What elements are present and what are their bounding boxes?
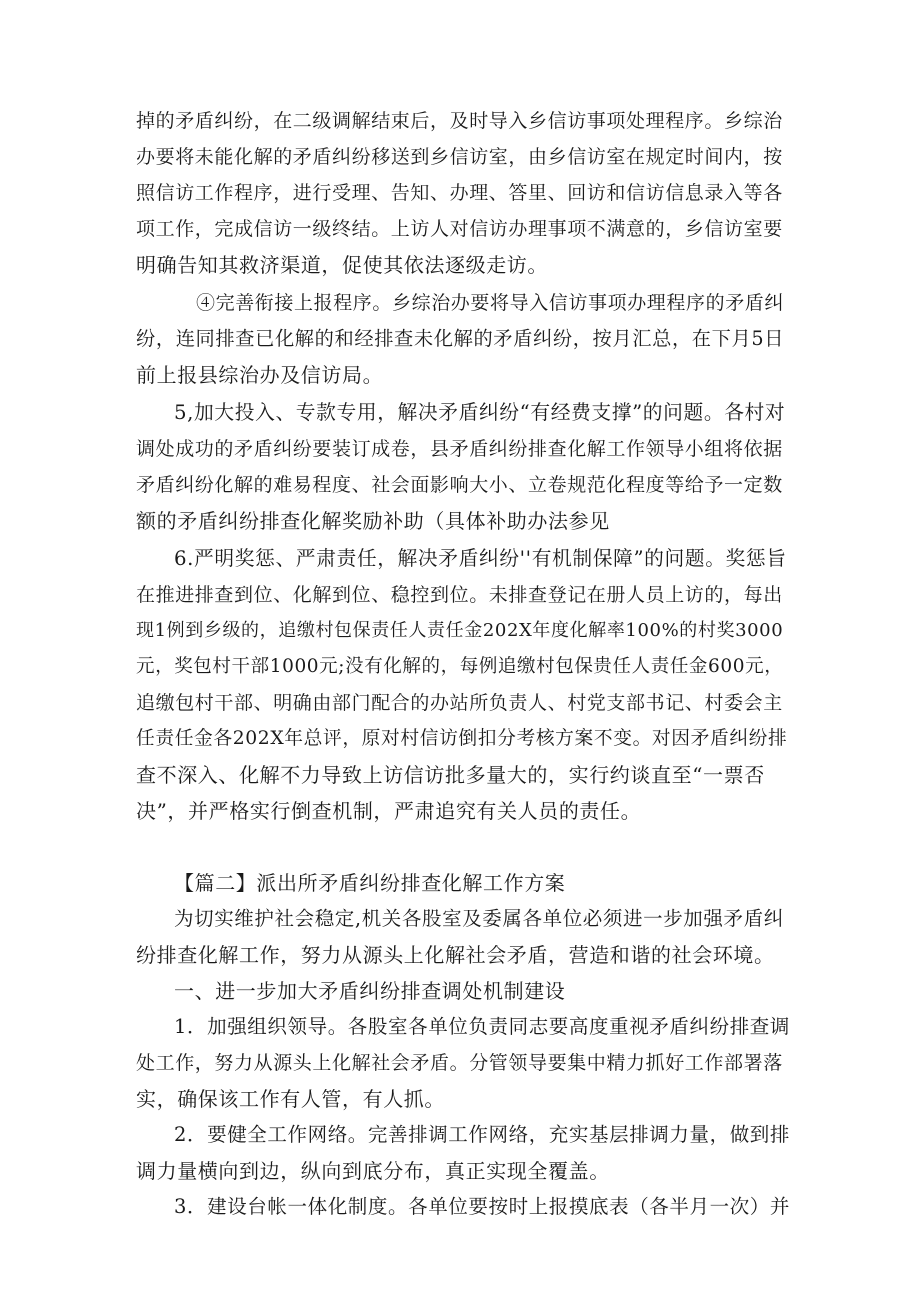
text-line: 实，确保该工作有人管，有人抓。 — [136, 1087, 445, 1111]
text-line: 1．加强组织领导。各股室各单位负责同志要高度重视矛盾纠纷排查调 — [174, 1015, 791, 1038]
text-line: 照信访工作程序，进行受理、告知、办理、答里、回访和信访信息录入等各 — [136, 182, 783, 204]
text-line: 前上报县综治办及信访局。 — [136, 363, 384, 387]
text-line: 纷，连同排查已化解的和经排查未化解的矛盾纠纷，按月汇总，在下月5日 — [136, 327, 785, 350]
text-line: 处工作，努力从源头上化解社会矛盾。分管领导要集中精力抓好工作部署落 — [136, 1052, 783, 1074]
text-line: 在推进排查到位、化解到位、稳控到位。未排查登记在册人员上访的，每出 — [136, 584, 783, 606]
text-line: 调力量横向到边，纵向到底分布，真正实现全覆盖。 — [136, 1159, 610, 1183]
text-line: 6.严明奖惩、严肃责任，解决矛盾纠纷''有机制保障”的问题。奖惩旨 — [174, 547, 787, 570]
text-line: 为切实维护社会稳定,机关各股室及委属各单位必须进一步加强矛盾纠 — [174, 907, 784, 930]
text-line: 元，奖包村干部1000元;没有化解的，每例追缴村包保贵任人责任金600元， — [136, 656, 784, 677]
text-line: ④完善衔接上报程序。乡综治办要将导入信访事项办理程序的矛盾纠 — [196, 292, 785, 314]
section-heading: 【篇二】派出所矛盾纠纷排查化解工作方案 — [174, 871, 566, 895]
text-line: 调处成功的矛盾纠纷要装订成卷，县矛盾纠纷排查化解工作领导小组将依据 — [136, 438, 783, 460]
text-line: 明确告知其救济渠道，促使其依法逐级走访。 — [136, 253, 548, 277]
text-line: 现1例到乡级的，追缴村包保责任人责任金202X年度化解率100%的村奖3000 — [136, 620, 784, 641]
text-line: 办要将未能化解的矛盾纠纷移送到乡信访室，由乡信访室在规定时间内，按 — [136, 146, 783, 168]
text-line: 决”，并严格实行倒查机制，严肃追究有关人员的责任。 — [136, 799, 642, 823]
text-line: 2．要健全工作网络。完善排调工作网络，充实基层排调力量，做到排 — [174, 1123, 791, 1146]
text-line: 3．建设台帐一体化制度。各单位要按时上报摸底表（各半月一次）并 — [174, 1195, 791, 1218]
text-line: 掉的矛盾纠纷，在二级调解结束后，及时导入乡信访事项处理程序。乡综治 — [136, 110, 783, 132]
text-line: 项工作，完成信访一级终结。上访人对信访办理事项不满意的，乡信访室要 — [136, 218, 783, 240]
text-line: 5,加大投入、专款专用，解决矛盾纠纷“有经费支撑”的问题。各村对 — [174, 401, 786, 424]
text-line: 追缴包村干部、明确由部门配合的办站所负责人、村党支部书记、村委会主 — [136, 692, 783, 714]
text-line: 矛盾纠纷化解的难易程度、社会面影响大小、立卷规范化程度等给予一定数 — [136, 474, 783, 496]
text-line: 纷排查化解工作，努力从源头上化解社会矛盾，营造和谐的社会环境。 — [136, 943, 775, 967]
text-line: 任责任金各202X年总评，原对村信访倒扣分考核方案不变。对因矛盾纠纷排 — [136, 728, 788, 749]
text-line: 查不深入、化解不力导致上访信访批多量大的，实行约谈直至“一票否 — [136, 763, 765, 787]
text-line: 额的矛盾纠纷排查化解奖励补助（具体补助办法参见 — [136, 509, 610, 533]
subsection-heading: 一、进一步加大矛盾纠纷排查调处机制建设 — [174, 979, 566, 1003]
